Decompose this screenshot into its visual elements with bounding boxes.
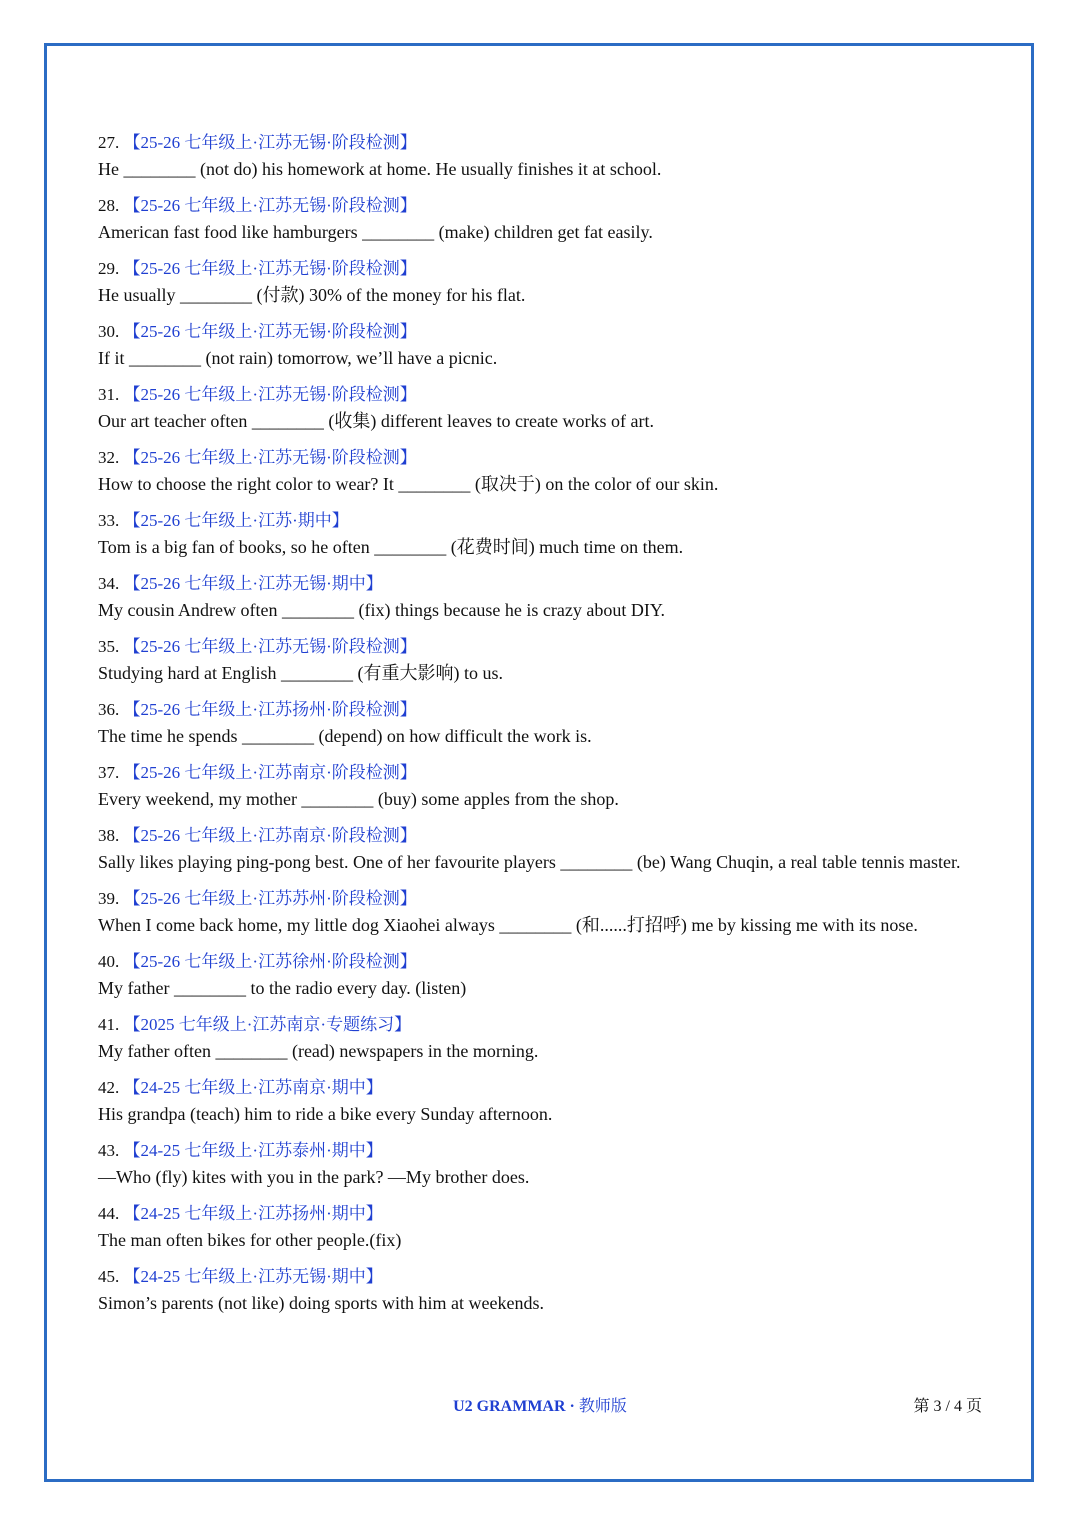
question-header: [98, 885, 978, 913]
question-header: [98, 1137, 978, 1165]
question-header: [98, 822, 978, 850]
question-number: 37.: [98, 763, 120, 782]
question-item: [98, 1263, 978, 1325]
question-item: [98, 318, 978, 380]
question-source: 【25-26 七年级上·江苏无锡·阶段检测】: [123, 637, 417, 656]
question-number: 32.: [98, 448, 120, 467]
question-header: [98, 696, 978, 724]
question-item: [98, 633, 978, 695]
question-source: 【25-26 七年级上·江苏无锡·阶段检测】: [123, 133, 417, 152]
question-number: 30.: [98, 322, 120, 341]
footer-edition: 教师版: [578, 1398, 627, 1415]
question-item: [98, 192, 978, 254]
question-header: [98, 318, 978, 346]
question-text: My cousin Andrew often ________ (fix) things because he is crazy about DIY.: [98, 600, 666, 620]
page-number: 第 3 / 4 页: [913, 1398, 982, 1415]
question-number: 35.: [98, 637, 120, 656]
question-source: 【25-26 七年级上·江苏徐州·阶段检测】: [123, 952, 417, 971]
question-text: The time he spends ________ (depend) on how difficult the work is.: [98, 726, 592, 746]
question-text: My father ________ to the radio every day. (listen): [98, 978, 467, 998]
question-source: 【25-26 七年级上·江苏苏州·阶段检测】: [123, 889, 417, 908]
question-text: The man often bikes for other people.(fix): [98, 1230, 402, 1250]
question-item: [98, 822, 978, 884]
question-item: [98, 507, 978, 569]
question-item: [98, 129, 978, 191]
question-item: [98, 381, 978, 443]
question-number: 27.: [98, 133, 120, 152]
question-header: [98, 1011, 978, 1039]
question-text: If it ________ (not rain) tomorrow, we’ll have a picnic.: [98, 348, 498, 368]
question-text: Every weekend, my mother ________ (buy) some apples from the shop.: [98, 789, 619, 809]
footer-separator: ·: [565, 1398, 579, 1415]
question-text: How to choose the right color to wear? It ________ (取决于) on the color of our skin.: [98, 474, 719, 494]
question-item: [98, 1011, 978, 1073]
question-header: [98, 1074, 978, 1102]
question-header: [98, 444, 978, 472]
question-source: 【25-26 七年级上·江苏·期中】: [123, 511, 349, 530]
question-source: 【25-26 七年级上·江苏无锡·阶段检测】: [123, 196, 417, 215]
question-source: 【25-26 七年级上·江苏无锡·阶段检测】: [123, 385, 417, 404]
question-number: 45.: [98, 1267, 120, 1286]
question-source: 【24-25 七年级上·江苏南京·期中】: [123, 1078, 383, 1097]
question-text: His grandpa (teach) him to ride a bike every Sunday afternoon.: [98, 1104, 553, 1124]
question-source: 【24-25 七年级上·江苏扬州·期中】: [123, 1204, 383, 1223]
question-source: 【25-26 七年级上·江苏无锡·阶段检测】: [123, 259, 417, 278]
question-item: [98, 759, 978, 821]
question-list: [98, 129, 978, 1326]
question-source: 【25-26 七年级上·江苏南京·阶段检测】: [123, 763, 417, 782]
question-header: [98, 570, 978, 598]
question-header: [98, 633, 978, 661]
question-number: 38.: [98, 826, 120, 845]
question-text: American fast food like hamburgers ________ (make) children get fat easily.: [98, 222, 653, 242]
question-source: 【24-25 七年级上·江苏泰州·期中】: [123, 1141, 383, 1160]
question-number: 33.: [98, 511, 120, 530]
question-text: Simon’s parents (not like) doing sports with him at weekends.: [98, 1293, 544, 1313]
question-source: 【25-26 七年级上·江苏无锡·阶段检测】: [123, 322, 417, 341]
footer-title-text: U2 GRAMMAR: [453, 1398, 566, 1415]
question-item: [98, 948, 978, 1010]
question-item: [98, 255, 978, 317]
question-header: [98, 381, 978, 409]
question-number: 42.: [98, 1078, 120, 1097]
question-text: —Who (fly) kites with you in the park? —My brother does.: [98, 1167, 530, 1187]
question-item: [98, 1074, 978, 1136]
question-text: Tom is a big fan of books, so he often ________ (花费时间) much time on them.: [98, 537, 684, 557]
question-item: [98, 444, 978, 506]
question-text: Studying hard at English ________ (有重大影响) to us.: [98, 663, 503, 683]
question-item: [98, 1137, 978, 1199]
question-text: He usually ________ (付款) 30% of the money for his flat.: [98, 285, 526, 305]
question-number: 28.: [98, 196, 120, 215]
question-number: 31.: [98, 385, 120, 404]
question-source: 【25-26 七年级上·江苏南京·阶段检测】: [123, 826, 417, 845]
question-source: 【2025 七年级上·江苏南京·专题练习】: [123, 1015, 412, 1034]
question-source: 【25-26 七年级上·江苏无锡·期中】: [123, 574, 383, 593]
question-text: Sally likes playing ping-pong best. One of her favourite players ________ (be) Wang Chuqin, a real table tennis master.: [98, 852, 961, 872]
question-number: 40.: [98, 952, 120, 971]
question-header: [98, 759, 978, 787]
question-header: [98, 192, 978, 220]
question-source: 【24-25 七年级上·江苏无锡·期中】: [123, 1267, 383, 1286]
question-text: He ________ (not do) his homework at home. He usually finishes it at school.: [98, 159, 662, 179]
question-header: [98, 129, 978, 157]
question-text: When I come back home, my little dog Xiaohei always ________ (和......打招呼) me by kissing me with its nose.: [98, 915, 918, 935]
question-source: 【25-26 七年级上·江苏扬州·阶段检测】: [123, 700, 417, 719]
question-header: [98, 1200, 978, 1228]
question-number: 39.: [98, 889, 120, 908]
question-number: 36.: [98, 700, 120, 719]
question-item: [98, 885, 978, 947]
question-item: [98, 1200, 978, 1262]
question-header: [98, 948, 978, 976]
question-number: 29.: [98, 259, 120, 278]
question-header: [98, 255, 978, 283]
question-item: [98, 570, 978, 632]
question-header: [98, 1263, 978, 1291]
question-source: 【25-26 七年级上·江苏无锡·阶段检测】: [123, 448, 417, 467]
question-header: [98, 507, 978, 535]
question-item: [98, 696, 978, 758]
question-text: My father often ________ (read) newspapers in the morning.: [98, 1041, 539, 1061]
question-number: 34.: [98, 574, 120, 593]
question-text: Our art teacher often ________ (收集) different leaves to create works of art.: [98, 411, 654, 431]
question-number: 43.: [98, 1141, 120, 1160]
question-number: 44.: [98, 1204, 120, 1223]
question-number: 41.: [98, 1015, 120, 1034]
